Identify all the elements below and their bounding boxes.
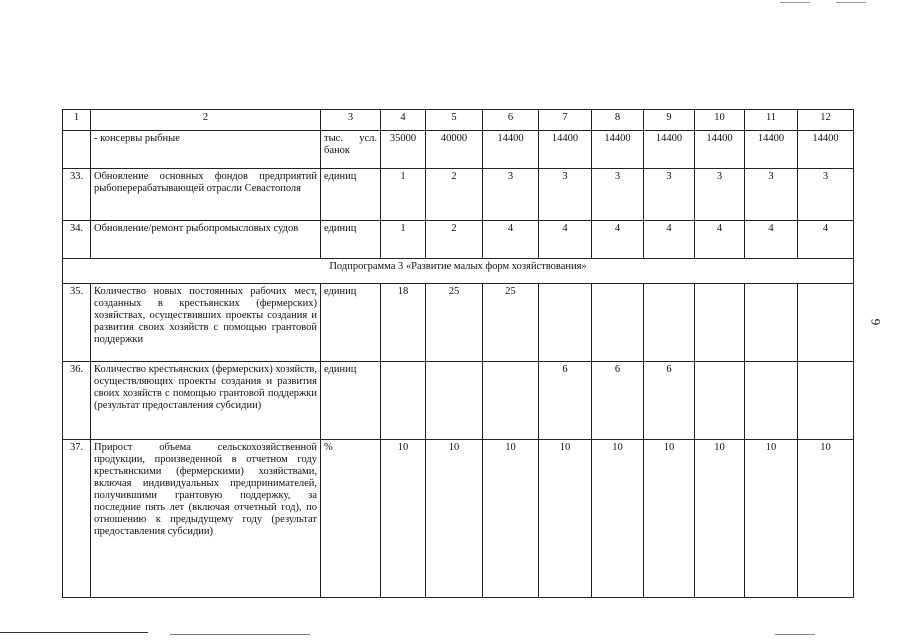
table-row: [63, 440, 854, 598]
row-name: Обновление/ремонт рыбопромысловых судов: [91, 221, 321, 259]
row-value: 4: [695, 221, 745, 259]
row-value: 14400: [745, 131, 798, 169]
row-number: 33.: [63, 169, 91, 221]
row-value: 10: [539, 440, 592, 598]
row-value: 14400: [695, 131, 745, 169]
row-unit: %: [321, 440, 381, 598]
row-value: 14400: [483, 131, 539, 169]
row-number: 34.: [63, 221, 91, 259]
row-value: 25: [426, 284, 483, 362]
row-value: 40000: [426, 131, 483, 169]
table-row: [63, 169, 854, 221]
row-unit: единиц: [321, 284, 381, 362]
row-value: [381, 362, 426, 440]
header-cell: 9: [644, 110, 695, 131]
row-value: 14400: [539, 131, 592, 169]
row-value: [745, 362, 798, 440]
row-value: 4: [798, 221, 854, 259]
row-value: [798, 362, 854, 440]
header-cell: 12: [798, 110, 854, 131]
row-value: [426, 362, 483, 440]
header-cell: 6: [483, 110, 539, 131]
header-cell: 11: [745, 110, 798, 131]
row-number: [63, 131, 91, 169]
row-value: 3: [644, 169, 695, 221]
row-name: Количество крестьянских (фермерских) хозяйств, осуществляющих проекты создания и развития своих хозяйств с помощью грантовой поддержки (результат предоставления субсидии): [91, 362, 321, 440]
row-value: 18: [381, 284, 426, 362]
row-value: 4: [592, 221, 644, 259]
row-value: 1: [381, 169, 426, 221]
header-cell: 10: [695, 110, 745, 131]
header-cell: 4: [381, 110, 426, 131]
header-cell: 5: [426, 110, 483, 131]
row-value: 4: [483, 221, 539, 259]
row-value: [695, 362, 745, 440]
row-unit: единиц: [321, 221, 381, 259]
row-value: 3: [798, 169, 854, 221]
row-unit: тыс. усл. банок: [321, 131, 381, 169]
row-value: 10: [745, 440, 798, 598]
row-value: 10: [798, 440, 854, 598]
scan-artifact: [775, 634, 815, 635]
row-value: 10: [695, 440, 745, 598]
row-value: [798, 284, 854, 362]
subprogram-title: Подпрограмма 3 «Развитие малых форм хозяйствования»: [63, 259, 854, 284]
row-value: [745, 284, 798, 362]
row-value: 3: [539, 169, 592, 221]
header-row: [63, 110, 854, 131]
row-value: 6: [539, 362, 592, 440]
row-unit: единиц: [321, 169, 381, 221]
row-value: 10: [426, 440, 483, 598]
scan-artifact: [170, 634, 310, 635]
row-value: 1: [381, 221, 426, 259]
row-value: [592, 284, 644, 362]
header-cell: 3: [321, 110, 381, 131]
row-name: Обновление основных фондов предприятий рыбоперерабатывающей отрасли Севастополя: [91, 169, 321, 221]
row-value: 3: [745, 169, 798, 221]
row-value: 25: [483, 284, 539, 362]
subprogram-row: [63, 259, 854, 284]
row-value: 14400: [798, 131, 854, 169]
table-row: [63, 221, 854, 259]
row-name: - консервы рыбные: [91, 131, 321, 169]
table-row: [63, 131, 854, 169]
row-name: Прирост объема сельскохозяйственной продукции, произведенной в отчетном году крестьянскими (фермерскими) хозяйствами, включая индивидуальных предпринимателей, получившими грантовую поддержку, за последние пять лет (включая отчетный год), по отношению к предыдущему году (результат предоставления субсидии): [91, 440, 321, 598]
row-value: [483, 362, 539, 440]
row-value: 4: [745, 221, 798, 259]
scan-artifact: [0, 632, 148, 633]
row-value: 2: [426, 221, 483, 259]
header-cell: 1: [63, 110, 91, 131]
scan-artifact: [836, 2, 866, 3]
table-row: [63, 284, 854, 362]
row-unit: единиц: [321, 362, 381, 440]
row-name: Количество новых постоянных рабочих мест, созданных в крестьянских (фермерских) хозяйствах, осуществивших проекты создания и развития своих хозяйств с помощью грантовой поддержки: [91, 284, 321, 362]
row-value: 4: [539, 221, 592, 259]
header-cell: 2: [91, 110, 321, 131]
row-value: 3: [592, 169, 644, 221]
row-value: [539, 284, 592, 362]
row-value: 10: [381, 440, 426, 598]
row-value: 14400: [592, 131, 644, 169]
row-value: 6: [592, 362, 644, 440]
row-value: 10: [592, 440, 644, 598]
scan-artifact: [780, 2, 810, 3]
row-number: 37.: [63, 440, 91, 598]
row-value: [695, 284, 745, 362]
row-value: 3: [483, 169, 539, 221]
header-cell: 8: [592, 110, 644, 131]
row-value: 35000: [381, 131, 426, 169]
row-number: 35.: [63, 284, 91, 362]
row-value: 14400: [644, 131, 695, 169]
row-value: 3: [695, 169, 745, 221]
indicators-table: [62, 109, 854, 598]
row-value: 6: [644, 362, 695, 440]
row-value: 10: [644, 440, 695, 598]
page-number: 6: [868, 318, 883, 326]
row-value: 2: [426, 169, 483, 221]
row-number: 36.: [63, 362, 91, 440]
row-value: 10: [483, 440, 539, 598]
row-value: [644, 284, 695, 362]
table-row: [63, 362, 854, 440]
row-value: 4: [644, 221, 695, 259]
header-cell: 7: [539, 110, 592, 131]
